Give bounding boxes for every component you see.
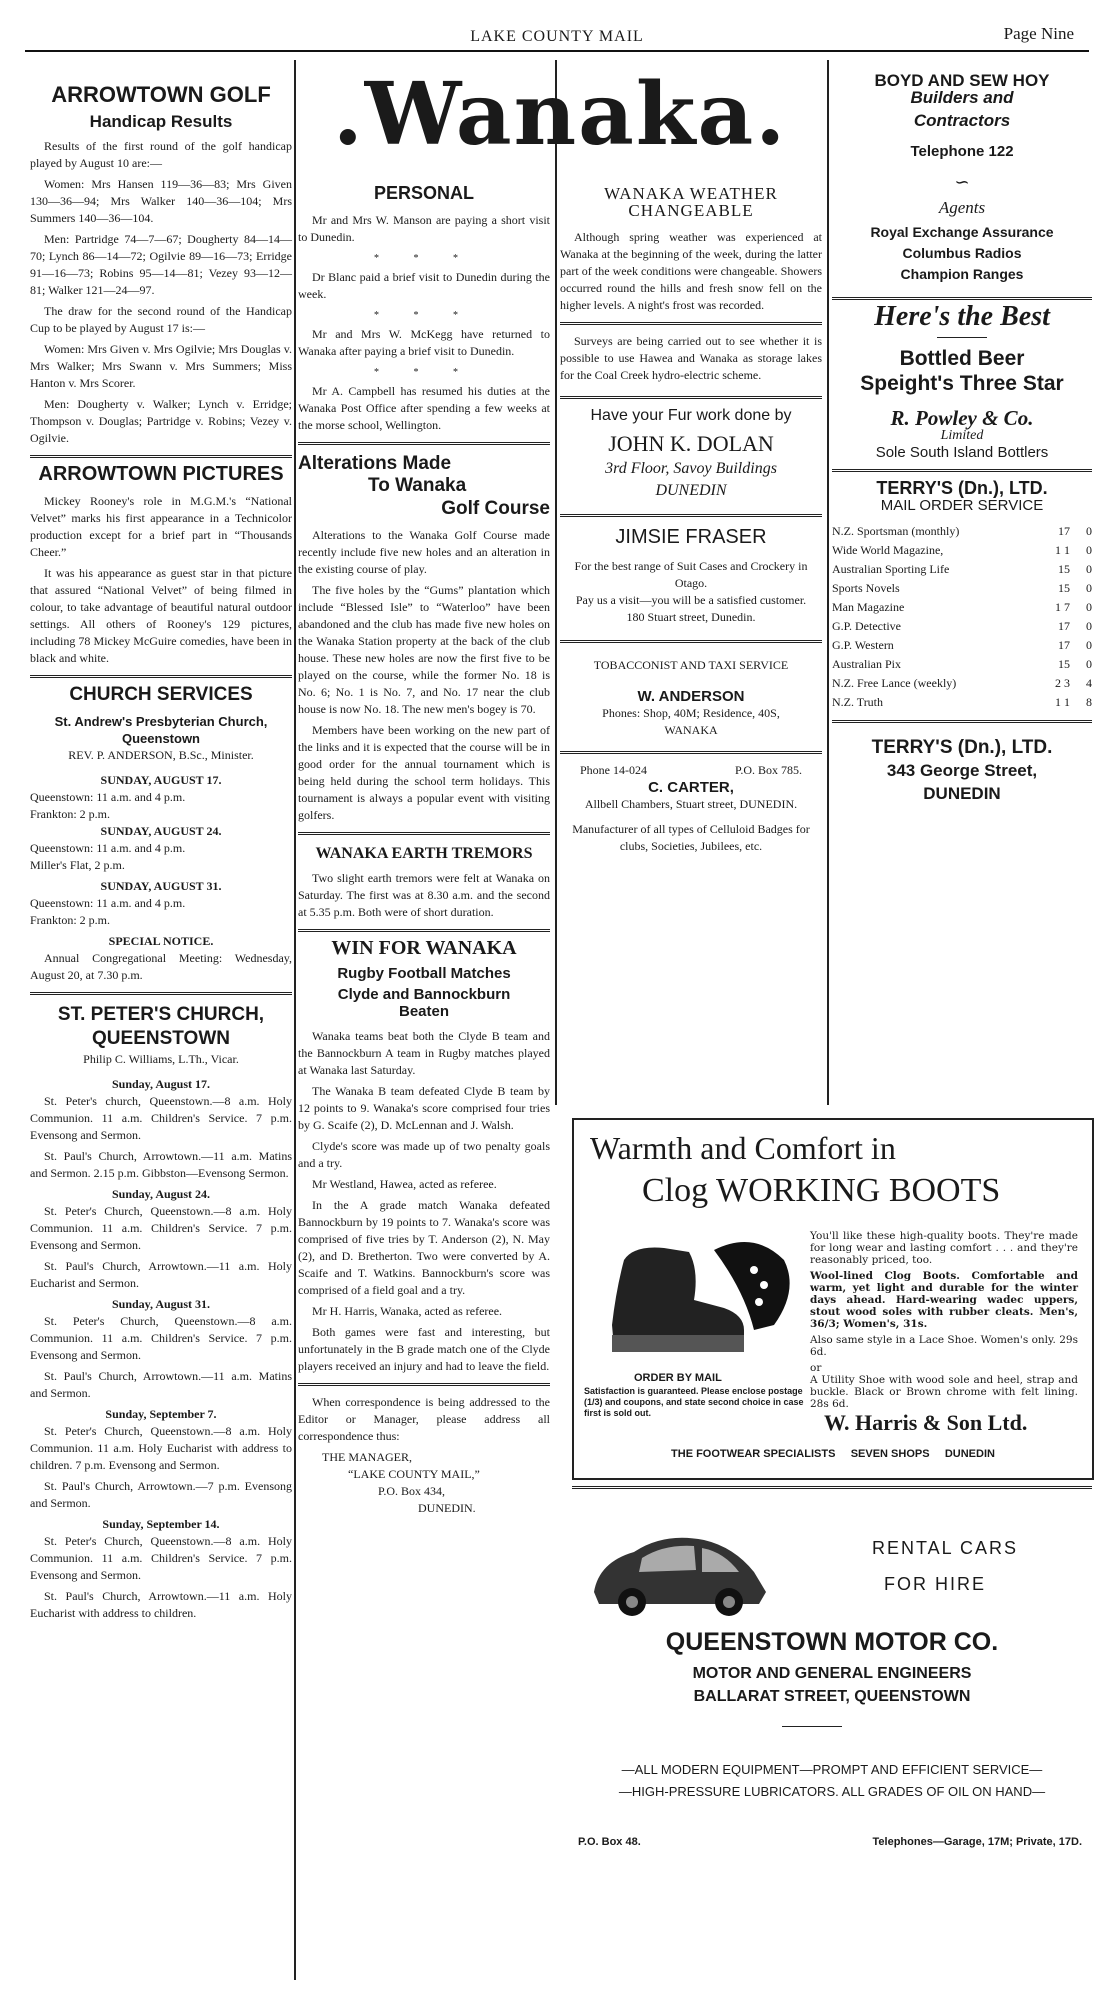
boots-title: Warmth and Comfort in [590,1130,896,1166]
win-for-wanaka-heading: WIN FOR WANAKA [331,937,517,959]
price-shillings: 15 [1058,581,1070,595]
paragraph: Annual Congregational Meeting: Wednesday, August 20, at 7.30 p.m. [30,951,292,982]
price-list-row [832,693,1092,712]
price-shillings: 1 1 [1055,543,1070,557]
jimsie-line: For the best range of Suit Cases and Crockery in Otago. [574,559,808,590]
motor-line: —ALL MODERN EQUIPMENT—PROMPT AND EFFICIENT SERVICE— [621,1762,1043,1777]
paragraph: St. Peter's Church, Queenstown.—8 a.m. Holy Communion. 11 a.m. Children's Service. 7 p.m. Evensong and Sermon. [30,1204,292,1252]
carter-address: Allbell Chambers, Stuart street, DUNEDIN. [584,797,798,811]
price-pence: 4 [1086,676,1092,690]
divider [30,455,292,458]
rugby-subheading: Rugby Football Matches [337,965,511,982]
anderson-location: WANAKA [664,723,718,737]
price-list-row [832,617,1092,636]
column-divider [827,60,829,1105]
publication-name: N.Z. Free Lance (weekly) [832,676,957,690]
powley-name: R. Powley & Co. [890,406,1034,430]
terrys-heading: TERRY'S (Dn.), LTD. [876,478,1048,498]
service-line: Frankton: 2 p.m. [30,913,110,927]
fur-ad-line: Have your Fur work done by [590,407,792,424]
agent-item: Royal Exchange Assurance [870,224,1054,240]
price-pence: 0 [1086,619,1092,633]
publication-name: Australian Sporting Life [832,562,950,576]
boots-advertisement [572,1118,1094,1480]
publication-name: N.Z. Sportsman (monthly) [832,524,960,538]
paragraph: Mickey Rooney's role in M.G.M.'s “National Velvet” marks his first appearance in a Technicolor production except for a brief part in “Thousands Cheer.” [30,494,292,559]
motor-po-box: P.O. Box 48. [578,1836,641,1848]
boyd-line-2: Contractors [913,111,1011,130]
motor-co-name: QUEENSTOWN MOTOR CO. [665,1628,999,1656]
price-shillings: 17 [1058,638,1070,652]
for-hire: FOR HIRE [884,1574,987,1594]
publication-name: Sports Novels [832,581,900,595]
publication-name: Man Magazine [832,600,905,614]
paragraph: Mr and Mrs W. Manson are paying a short visit to Dunedin. [298,213,550,244]
fur-ad-name: JOHN K. DOLAN [608,431,774,456]
short-rule [937,337,987,338]
address-line: THE MANAGER, [322,1450,412,1464]
paragraph: Clyde's score was made up of two penalty goals and a try. [298,1139,550,1170]
masthead-rule [25,50,1089,52]
price-shillings: 17 [1058,524,1070,538]
divider [30,992,292,995]
divider [298,442,550,445]
service-date: SUNDAY, AUGUST 31. [100,879,222,893]
terrys-city: DUNEDIN [923,784,1001,803]
service-date: Sunday, September 14. [102,1517,220,1531]
price-list-row [832,541,1092,560]
paragraph: The draw for the second round of the Handicap Cup to be played by August 17 is:— [30,304,292,335]
price-pence: 0 [1086,562,1092,576]
terrys-street: 343 George Street, [886,761,1038,780]
terrys-address-heading: TERRY'S (Dn.), LTD. [871,737,1053,758]
alterations-heading-3: Golf Course [441,498,550,519]
price-shillings: 15 [1058,657,1070,671]
address-line: P.O. Box 434, [378,1484,446,1498]
divider [298,832,550,835]
price-shillings: 17 [1058,619,1070,633]
paragraph: St. Peter's Church, Queenstown.—8 a.m. Holy Communion. 11 a.m. Children's Service. 7 p.m. Evensong and Sermon. [30,1534,292,1582]
paragraph: Alterations to the Wanaka Golf Course made recently include five new holes and an alteration in the existing course of play. [298,528,550,576]
price-pence: 0 [1086,524,1092,538]
stars-separator: * * * [374,310,474,321]
divider [560,751,822,754]
paragraph: Mr A. Campbell has resumed his duties at the Wanaka Post Office after spending a few weeks at the morse school, Wellington. [298,384,550,432]
service-date: Sunday, August 24. [111,1187,211,1201]
divider [298,929,550,932]
motor-telephones: Telephones—Garage, 17M; Private, 17D. [872,1836,1082,1848]
divider [560,640,822,643]
price-shillings: 15 [1058,562,1070,576]
carter-name: C. CARTER, [648,779,734,796]
boyd-line: Builders and [910,88,1014,107]
paragraph: St. Peter's Church, Queenstown.—8 a.m. Communion. 11 a.m. Children's Service. 7 p.m. Evensong and Sermon. [30,1314,292,1362]
price-pence: 0 [1086,543,1092,557]
powley-tagline: Sole South Island Bottlers [875,444,1049,461]
paragraph: Results of the first round of the golf handicap played by August 10 are:— [30,139,292,170]
weather-heading-2: CHANGEABLE [628,201,754,220]
harris-footer: THE FOOTWEAR SPECIALISTS SEVEN SHOPS DUNEDIN [671,1448,995,1460]
carter-box: P.O. Box 785. [734,763,802,777]
price-shillings: 1 7 [1055,600,1070,614]
paragraph: Men: Partridge 74—7—67; Dougherty 84—14—70; Lynch 86—14—72; Ogilvie 89—16—73; Erridge 91—16—73; Robins 95—14—81; Vezey 93—12—81; Walker 121—24—97. [30,232,292,297]
paragraph: St. Peter's church, Queenstown.—8 a.m. Holy Communion. 11 a.m. Children's Service. 7 p.m. Evensong and Sermon. [30,1094,292,1142]
price-pence: 0 [1086,638,1092,652]
service-date: Sunday, August 17. [111,1077,211,1091]
column-4 [832,62,1092,802]
paragraph: Dr Blanc paid a brief visit to Dunedin during the week. [298,270,550,301]
paragraph: Mr and Mrs W. McKegg have returned to Wanaka after paying a brief visit to Dunedin. [298,327,550,358]
paragraph: St. Paul's Church, Arrowtown.—11 a.m. Holy Eucharist and Sermon. [30,1259,292,1290]
boots-copy [810,1230,1078,1414]
price-list [832,522,1092,712]
ornament-icon: ∽ [954,172,970,192]
paragraph: Also same style in a Lace Shoe. Women's only. 29s 6d. [810,1334,1078,1358]
clyde-subheading: Clyde and Bannockburn Beaten [337,986,511,1020]
paragraph: St. Paul's Church, Arrowtown.—7 p.m. Evensong and Sermon. [30,1479,292,1510]
divider [832,469,1092,472]
paragraph: A Utility Shoe with wood sole and heel, strap and buckle. Black or Brown chrome with felt lining. 28s 6d. [810,1374,1078,1410]
carter-phone-row [560,762,822,779]
anderson-phones: Phones: Shop, 40M; Residence, 40S, [602,706,780,720]
motor-co-address: BALLARAT STREET, QUEENSTOWN [693,1688,971,1705]
minister: REV. P. ANDERSON, B.Sc., Minister. [68,748,254,762]
agent-item: Columbus Radios [902,245,1022,261]
price-pence: 0 [1086,657,1092,671]
column-2 [298,185,550,1517]
paragraph: Surveys are being carried out to see whether it is possible to use Hawea and Wanaka as storage lakes for the Coal Creek hydro-electric scheme. [560,334,822,382]
carter-phone: Phone 14-024 [580,763,647,777]
price-list-body [832,522,1092,712]
service-line: Queenstown: 11 a.m. and 4 p.m. [30,790,186,804]
alterations-heading-2: To Wanaka [368,475,467,496]
publication-name: G.P. Detective [832,619,901,633]
price-list-row [832,560,1092,579]
rental-cars: RENTAL CARS [872,1538,1019,1558]
service-line: Queenstown: 11 a.m. and 4 p.m. [30,896,186,910]
price-pence: 0 [1086,581,1092,595]
publication-name: N.Z. Truth [832,695,884,709]
column-3 [560,185,822,855]
motor-advertisement [572,1500,1092,1920]
service-date: Sunday, September 7. [105,1407,217,1421]
publication-name: G.P. Western [832,638,894,652]
paragraph: Mr Westland, Hawea, acted as referee. [312,1177,497,1191]
church-name: St. Andrew's Presbyterian Church, Queenstown [54,714,268,746]
price-list-row [832,636,1092,655]
paper-title: LAKE COUNTY MAIL [470,28,644,45]
paragraph: Wool-lined Clog Boots. Comfortable and warm, yet light and durable for the winter days ahead. Hard-wearing wadec uppers, stout wood soles with rubber cleats. Men's, 36/3; Women's, 31s. [810,1270,1078,1330]
best-heading: Here's the Best [874,301,1050,332]
column-1 [30,62,292,1626]
stars-separator: * * * [374,253,474,264]
boot-icon [594,1230,804,1365]
paragraph: Women: Mrs Given v. Mrs Ogilvie; Mrs Douglas v. Mrs Walker; Mrs Swann v. Mrs Summers; Miss Hanton v. Mrs Scorer. [30,342,292,390]
price-list-row [832,655,1092,674]
fur-ad-city: DUNEDIN [655,482,727,499]
vicar: Philip C. Williams, L.Th., Vicar. [83,1052,239,1066]
masthead [0,0,1114,50]
arrowtown-pictures-heading: ARROWTOWN PICTURES [38,463,284,485]
powley-limited: Limited [940,428,984,443]
paragraph: St. Paul's Church, Arrowtown.—11 a.m. Matins and Sermon. [30,1369,292,1400]
service-line: Miller's Flat, 2 p.m. [30,858,125,872]
paragraph: Both games were fast and interesting, but unfortunately in the B grade match one of the Clyde players received an injury and had to leave the field. [298,1325,550,1373]
divider [560,396,822,399]
jimsie-line: Pay us a visit—you will be a satisfied customer. [575,593,807,607]
price-pence: 8 [1086,695,1092,709]
divider [298,1383,550,1386]
publication-name: Wide World Magazine, [832,543,944,557]
paragraph: The Wanaka B team defeated Clyde B team by 12 points to 9. Wanaka's score comprised four tries by G. Scaife (2), D. McLennan and J. Walsh. [298,1084,550,1132]
motor-line-2: —HIGH-PRESSURE LUBRICATORS. ALL GRADES OF OIL ON HAND— [618,1784,1046,1799]
paragraph: Men: Dougherty v. Walker; Lynch v. Erridge; Thompson v. Douglas; Partridge v. Robins; Vezey v. Ogilvie. [30,397,292,445]
st-peters-heading-location: QUEENSTOWN [92,1028,230,1049]
personal-heading: PERSONAL [373,183,474,203]
stars-separator: * * * [374,367,474,378]
alterations-heading: Alterations Made [298,453,452,474]
price-list-row [832,522,1092,541]
handicap-subheading: Handicap Results [89,112,233,131]
jimsie-line: 180 Stuart street, Dunedin. [626,610,756,624]
tobacconist-line: TOBACCONIST AND TAXI SERVICE [593,658,789,672]
paragraph: St. Paul's Church, Arrowtown.—11 a.m. Holy Eucharist with address to children. [30,1589,292,1620]
address-line: “LAKE COUNTY MAIL,” [348,1467,480,1481]
divider [30,675,292,678]
paragraph: Wanaka teams beat both the Clyde B team and the Bannockburn A team in Rugby matches played at Wanaka last Saturday. [298,1029,550,1077]
divider [832,720,1092,723]
paragraph: It was his appearance as guest star in that picture that assured “National Velvet” of being filmed in colour, to take advantage of beautiful natural outdoor settings. All others of Rooney's 129 pictures, including 78 Mickey McGuire comedies, have been in black and white. [30,566,292,665]
church-services-heading: CHURCH SERVICES [69,684,253,705]
page-number: Page Nine [1003,24,1074,43]
speights-line: Speight's Three Star [860,372,1064,395]
or-text: or [810,1362,822,1374]
order-by-mail: ORDER BY MAIL [634,1372,722,1384]
short-rule [782,1726,842,1727]
divider [572,1486,1092,1489]
satisfaction-text: Satisfaction is guaranteed. Please enclose postage (1/3) and coupons, and state second choice in case first is sold out. [584,1386,804,1418]
paragraph: Two slight earth tremors were felt at Wanaka on Saturday. The first was at 8.30 a.m. and the second at 5.35 p.m. Both were of short duration. [298,871,550,919]
beer-line: Bottled Beer [899,347,1025,370]
anderson-name: W. ANDERSON [637,688,745,705]
car-icon [584,1522,774,1622]
agents-heading: Agents [938,198,986,217]
paragraph: Members have been working on the new part of the links and it is expected that the course will be in good order for the annual tournament which is being held during the school term holidays. This tournament is always a popular event with visiting golfers. [298,723,550,822]
service-date: Sunday, August 31. [111,1297,211,1311]
boyd-name: BOYD AND SEW HOY [874,71,1050,90]
earth-tremors-heading: WANAKA EARTH TREMORS [315,845,533,862]
price-shillings: 2 3 [1055,676,1070,690]
boyd-telephone: Telephone 122 [910,143,1014,160]
boots-title-2: Clog WORKING BOOTS [642,1172,1001,1209]
weather-heading: WANAKA WEATHER [604,184,778,203]
paragraph: The five holes by the “Gums” plantation which include “Blessed Isle” to “Waterloo” have been abandoned and the club has made five new holes on the Wanaka Station property at the back of the club house. These new holes are now the first five to be played on the course, while the former No. 18 is No. 6; No. 1 is No. 7, and No. 17 near the club house is now No. 18. The new men's bogey is 70. [298,583,550,716]
harris-name: W. Harris & Son Ltd. [824,1410,1028,1435]
mail-order-heading: MAIL ORDER SERVICE [880,497,1044,514]
agent-item: Champion Ranges [900,266,1024,282]
divider [560,514,822,517]
paragraph: Although spring weather was experienced at Wanaka at the beginning of the week, during the latter part of the week conditions were changeable. Showers occurred round the hills and fresh snow fell on the higher levels. A night's frost was recorded. [560,230,822,312]
divider [832,297,1092,300]
st-peters-heading: ST. PETER'S CHURCH, [57,1004,265,1025]
paragraph: When correspondence is being addressed to the Editor or Manager, please address all correspondence thus: [298,1395,550,1443]
carter-description: Manufacturer of all types of Celluloid Badges for clubs, Societies, Jubilees, etc. [572,822,810,853]
price-list-row [832,579,1092,598]
publication-name: Australian Pix [832,657,901,671]
price-pence: 0 [1086,600,1092,614]
motor-co-sub: MOTOR AND GENERAL ENGINEERS [692,1665,972,1682]
arrowtown-golf-heading: ARROWTOWN GOLF [51,82,271,107]
paragraph: Mr H. Harris, Wanaka, acted as referee. [312,1304,503,1318]
jimsie-fraser-name: JIMSIE FRASER [615,526,767,548]
service-line: Queenstown: 11 a.m. and 4 p.m. [30,841,186,855]
wanaka-banner: .Wanaka. [332,64,788,165]
price-list-row [832,598,1092,617]
paragraph: In the A grade match Wanaka defeated Bannockburn by 19 points to 7. Wanaka's score was comprised of five tries by T. Anderson (2), N. May (2), and D. Bretherton. Two were converted by A. Scaife and T. Watkins. Bannockburn's score was comprised of a field goal and a try. [298,1198,550,1297]
paragraph: St. Peter's Church, Queenstown.—8 a.m. Holy Communion. 11 a.m. Holy Eucharist with address to children. 7 p.m. Evensong and Sermon. [30,1424,292,1472]
service-date: SUNDAY, AUGUST 24. [100,824,222,838]
price-shillings: 1 1 [1055,695,1070,709]
paragraph: Women: Mrs Hansen 119—36—83; Mrs Given 130—36—94; Mrs Walker 140—36—104; Mrs Summers 140—36—104. [30,177,292,225]
address-line: DUNEDIN. [418,1501,476,1515]
column-divider [555,60,557,1105]
service-date: SUNDAY, AUGUST 17. [100,773,222,787]
service-line: Frankton: 2 p.m. [30,807,110,821]
paragraph: You'll like these high-quality boots. They're made for long wear and lasting comfort . . . and they're reasonably priced, too. [810,1230,1078,1266]
paragraph: St. Paul's Church, Arrowtown.—11 a.m. Matins and Sermon. 2.15 p.m. Gibbston—Evensong Sermon. [30,1149,292,1180]
price-list-row [832,674,1092,693]
special-notice-heading: SPECIAL NOTICE. [108,934,214,948]
fur-ad-address: 3rd Floor, Savoy Buildings [605,460,777,477]
column-divider [294,60,296,1980]
divider [560,322,822,325]
